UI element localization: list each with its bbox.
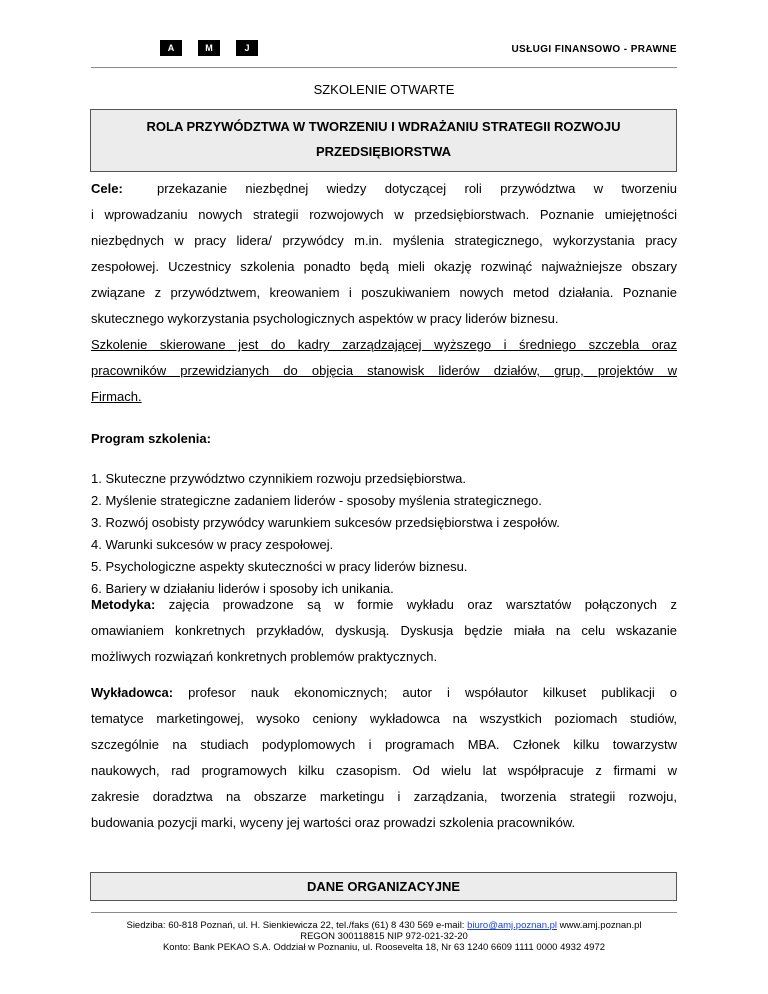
email-link[interactable]: biuro@amj.poznan.pl bbox=[467, 920, 558, 931]
audience-line-3: Firmach. bbox=[91, 389, 142, 404]
footer-address-text: Siedziba: 60-818 Poznań, ul. H. Sienkiewicza 22, tel./faks (61) 8 430 569 e-mail: bbox=[126, 920, 468, 931]
header-divider bbox=[91, 67, 677, 68]
logo-letter-a: A bbox=[160, 40, 182, 56]
wykladowca-line-1 bbox=[91, 680, 677, 706]
wykladowca-line-5: zakresie doradztwa na obszarze marketingu i zarządzania, tworzenia strategii rozwoju, bbox=[91, 789, 677, 804]
footer-website: www.amj.poznan.pl bbox=[557, 920, 642, 931]
wykladowca-label: Wykładowca: bbox=[91, 685, 174, 700]
organizational-data-heading: DANE ORGANIZACYJNE bbox=[90, 872, 677, 901]
letterhead bbox=[91, 38, 677, 68]
footer-registration: REGON 300118815 NIP 972-021-32-20 bbox=[300, 931, 468, 942]
cele-line-4: zespołowej. Uczestnicy szkolenia ponadto będą mieli okazję rozwinąć najważniejsze obszary bbox=[91, 259, 677, 274]
audience-line-1: Szkolenie skierowane jest do kadry zarządzającej wyższego i średniego szczebla oraz bbox=[91, 337, 677, 352]
wykladowca-line-4: naukowych, rad programowych kilku czasopism. Od wielu lat współpracuje z firmami w bbox=[91, 763, 677, 778]
cele-line-1: przekazanie niezbędnej wiedzy dotyczącej roli przywództwa w tworzeniu bbox=[157, 181, 677, 196]
metodyka-section bbox=[91, 592, 677, 670]
metodyka-label: Metodyka: bbox=[91, 597, 156, 612]
program-item-1: 1. Skuteczne przywództwo czynnikiem rozwoju przedsiębiorstwa. bbox=[91, 471, 466, 486]
cele-line-5: związane z przywództwem, kreowaniem i poszukiwaniem nowych metod działania. Poznanie bbox=[91, 285, 677, 300]
cele-section bbox=[91, 176, 677, 410]
footer-divider bbox=[91, 912, 677, 913]
cele-line-6: skutecznego wykorzystania psychologicznych aspektów w pracy liderów biznesu. bbox=[91, 311, 559, 326]
cele-first-line bbox=[91, 176, 677, 202]
company-tagline: USŁUGI FINANSOWO - PRAWNE bbox=[511, 44, 677, 55]
wykladowca-line-3: szczególnie na studiach podyplomowych i programach MBA. Członek kilku towarzystw bbox=[91, 737, 677, 752]
title-line-1: ROLA PRZYWÓDZTWA W TWORZENIU I WDRAŻANIU STRATEGII ROZWOJU bbox=[146, 119, 621, 134]
wykladowca-line-6: budowania pozycji marki, wyceny jej wartości oraz prowadzi szkolenia pracowników. bbox=[91, 815, 576, 830]
program-item-2: 2. Myślenie strategiczne zadaniem liderów - sposoby myślenia strategicznego. bbox=[91, 493, 542, 508]
footer-address bbox=[60, 920, 708, 931]
cele-label: Cele: bbox=[91, 181, 123, 196]
wykladowca-line-1-text: profesor nauk ekonomicznych; autor i współautor kilkuset publikacji o bbox=[173, 685, 677, 700]
logo-letter-j: J bbox=[236, 40, 258, 56]
metodyka-line-1 bbox=[91, 592, 677, 618]
program-item-3: 3. Rozwój osobisty przywódcy warunkiem sukcesów przedsiębiorstwa i zespołów. bbox=[91, 515, 560, 530]
program-item-5: 5. Psychologiczne aspekty skuteczności w pracy liderów biznesu. bbox=[91, 559, 468, 574]
title-line-2: PRZEDSIĘBIORSTWA bbox=[315, 144, 452, 159]
metodyka-line-2: omawianiem konkretnych przykładów, dyskusją. Dyskusja będzie miała na celu wskazanie bbox=[91, 623, 677, 638]
audience-line-2: pracowników przewidzianych do objęcia stanowisk liderów działów, grup, projektów w bbox=[91, 363, 677, 378]
logo-letter-m: M bbox=[198, 40, 220, 56]
metodyka-line-1-text: zajęcia prowadzone są w formie wykładu oraz warsztatów połączonych z bbox=[155, 597, 677, 612]
footer-bank-account: Konto: Bank PEKAO S.A. Oddział w Poznaniu, ul. Roosevelta 18, Nr 63 1240 6609 1111 0000 4932 4972 bbox=[162, 942, 606, 953]
program-item-6: 6. Bariery w działaniu liderów i sposoby ich unikania. bbox=[91, 581, 394, 596]
wykladowca-section bbox=[91, 680, 677, 836]
metodyka-line-3: możliwych rozwiązań konkretnych problemów praktycznych. bbox=[91, 649, 438, 664]
training-type: SZKOLENIE OTWARTE bbox=[313, 82, 455, 97]
program-heading: Program szkolenia: bbox=[91, 431, 211, 446]
training-title bbox=[90, 109, 677, 172]
cele-line-2: i wprowadzaniu nowych strategii rozwojowych w przedsiębiorstwach. Poznanie umiejętności bbox=[91, 207, 677, 222]
program-item-4: 4. Warunki sukcesów w pracy zespołowej. bbox=[91, 537, 334, 552]
wykladowca-line-2: tematyce marketingowej, wysoko ceniony wykładowca na wszystkich poziomach studiów, bbox=[91, 711, 677, 726]
cele-line-3: niezbędnych w pracy lidera/ przywódcy m.in. myślenia strategicznego, wykorzystania pracy bbox=[91, 233, 677, 248]
